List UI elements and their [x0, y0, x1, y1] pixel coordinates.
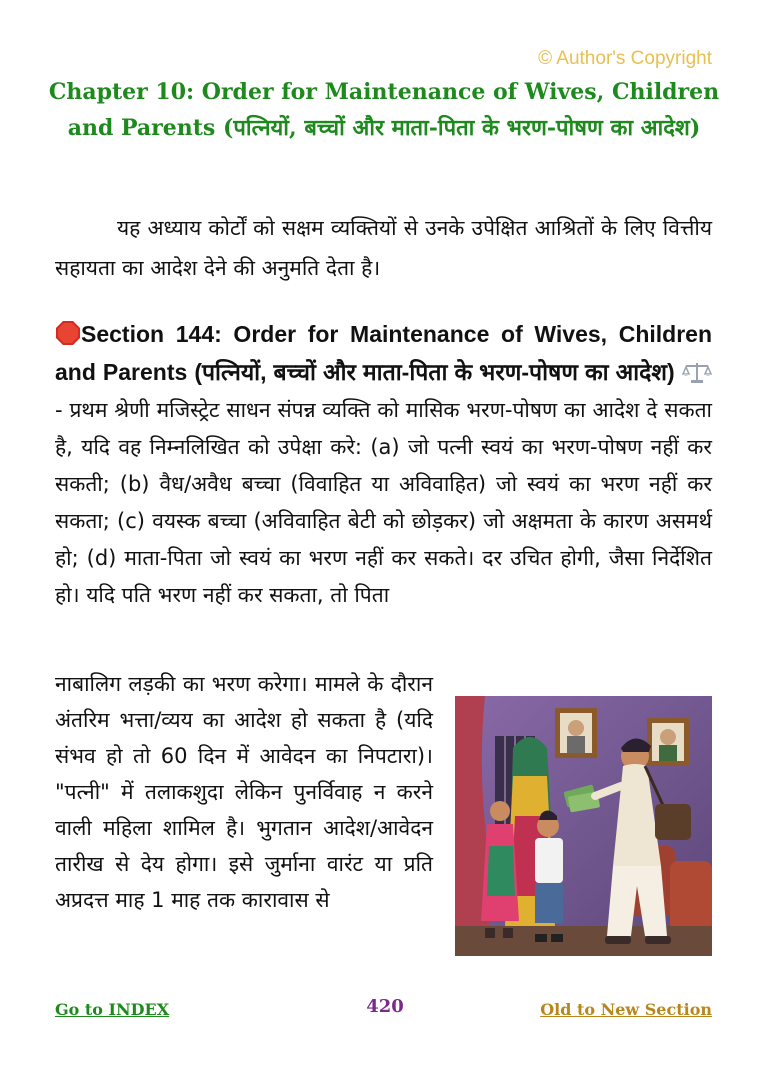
page-number: 420	[366, 996, 404, 1017]
chapter-intro: यह अध्याय कोर्टों को सक्षम व्यक्तियों से उनके उपेक्षित आश्रितों के लिए वित्तीय सहायता का आदेश देने की अनुमति देता है।	[55, 216, 712, 280]
old-to-new-section-link[interactable]: Old to New Section	[540, 1000, 712, 1019]
section-144-block	[55, 316, 712, 614]
stop-sign-icon	[55, 320, 81, 346]
section-heading: Section 144: Order for Maintenance of Wives, Children and Parents (पत्नियों, बच्चों और माता-पिता के भरण-पोषण का आदेश)	[55, 321, 712, 385]
copyright-notice: © Author's Copyright	[538, 48, 712, 69]
balance-scale-icon	[682, 360, 712, 384]
family-maintenance-illustration	[455, 696, 712, 956]
section-body: - प्रथम श्रेणी मजिस्ट्रेट साधन संपन्न व्यक्ति को मासिक भरण-पोषण का आदेश दे सकता है, यदि वह निम्नलिखित को उपेक्षा करे: (a) जो पत्नी स्वयं का भरण-पोषण नहीं कर सकती; (b) वैध/अवैध बच्चा (विवाहित या अविवाहित) जो स्वयं का भरण नहीं कर सकता; (c) वयस्क बच्चा (अविवाहित बेटी को छोड़कर) जो अक्षमता के कारण असमर्थ हो; (d) माता-पिता जो स्वयं का भरण नहीं कर सकते। दर उचित होगी, जैसा निर्देशित हो। यदि पति भरण नहीं कर सकता, तो पिता	[55, 398, 712, 607]
chapter-title: Chapter 10: Order for Maintenance of Wives, Children and Parents (पत्नियों, बच्चों और माता-पिता के भरण-पोषण का आदेश)	[48, 79, 720, 141]
section-body-continued: नाबालिग लड़की का भरण करेगा। मामले के दौरान अंतरिम भत्ता/व्यय का आदेश हो सकता है (यदि संभव हो तो 60 दिन में आवेदन का निपटारा)। "पत्नी" में तलाकशुदा लेकिन पुनर्विवाह न करने वाली महिला शामिल है। भुगतान आदेश/आवेदन तारीख से देय होगा। इसे जुर्माना वारंट या प्रति अप्रदत्त माह 1 माह तक कारावास से	[55, 672, 433, 912]
go-to-index-link[interactable]: Go to INDEX	[55, 1000, 170, 1019]
